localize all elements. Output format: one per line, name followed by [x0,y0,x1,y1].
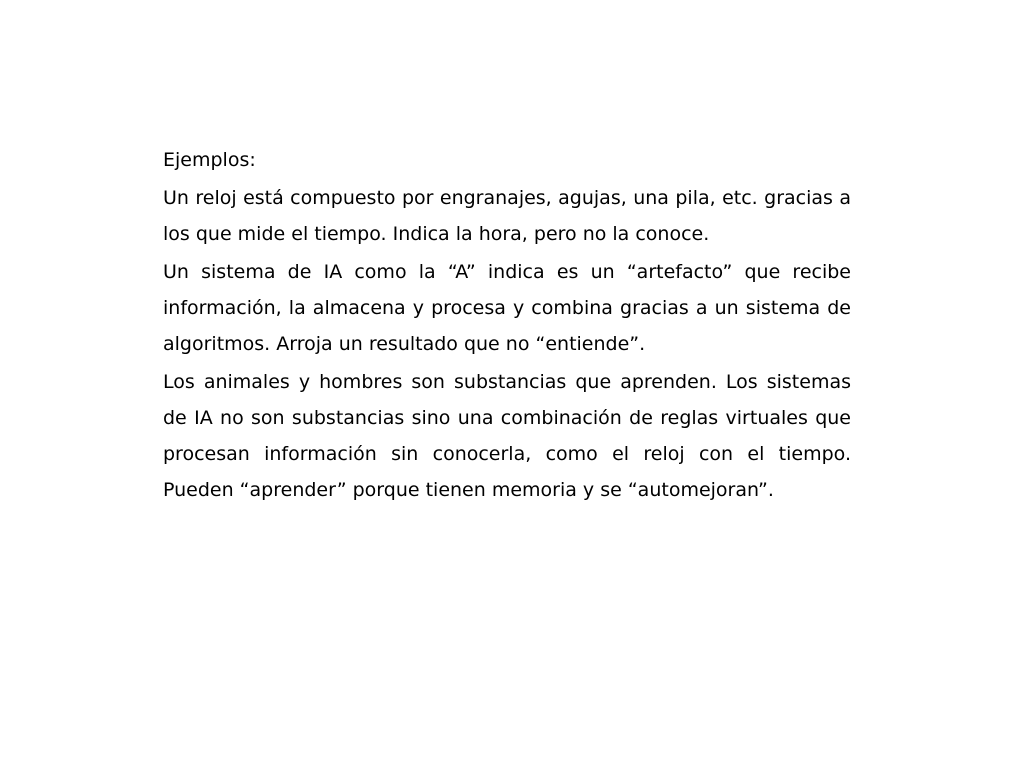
text-body [163,142,851,510]
paragraph-animales-hombres: Los animales y hombres son substancias que aprenden. Los sistemas de IA no son substancias sino una combinación de reglas virtuales que procesan información sin conocerla, como el reloj con el tiempo. Pueden “aprender” porque tienen memoria y se “automejoran”. [163,371,851,501]
heading: Ejemplos: [163,149,256,171]
paragraph-reloj: Un reloj está compuesto por engranajes, agujas, una pila, etc. gracias a los que mide el tiempo. Indica la hora, pero no la conoce. [163,187,851,245]
paragraph-sistema-ia: Un sistema de IA como la “A” indica es un “artefacto” que recibe información, la almacena y procesa y combina gracias a un sistema de algoritmos. Arroja un resultado que no “entiende”. [163,261,851,355]
